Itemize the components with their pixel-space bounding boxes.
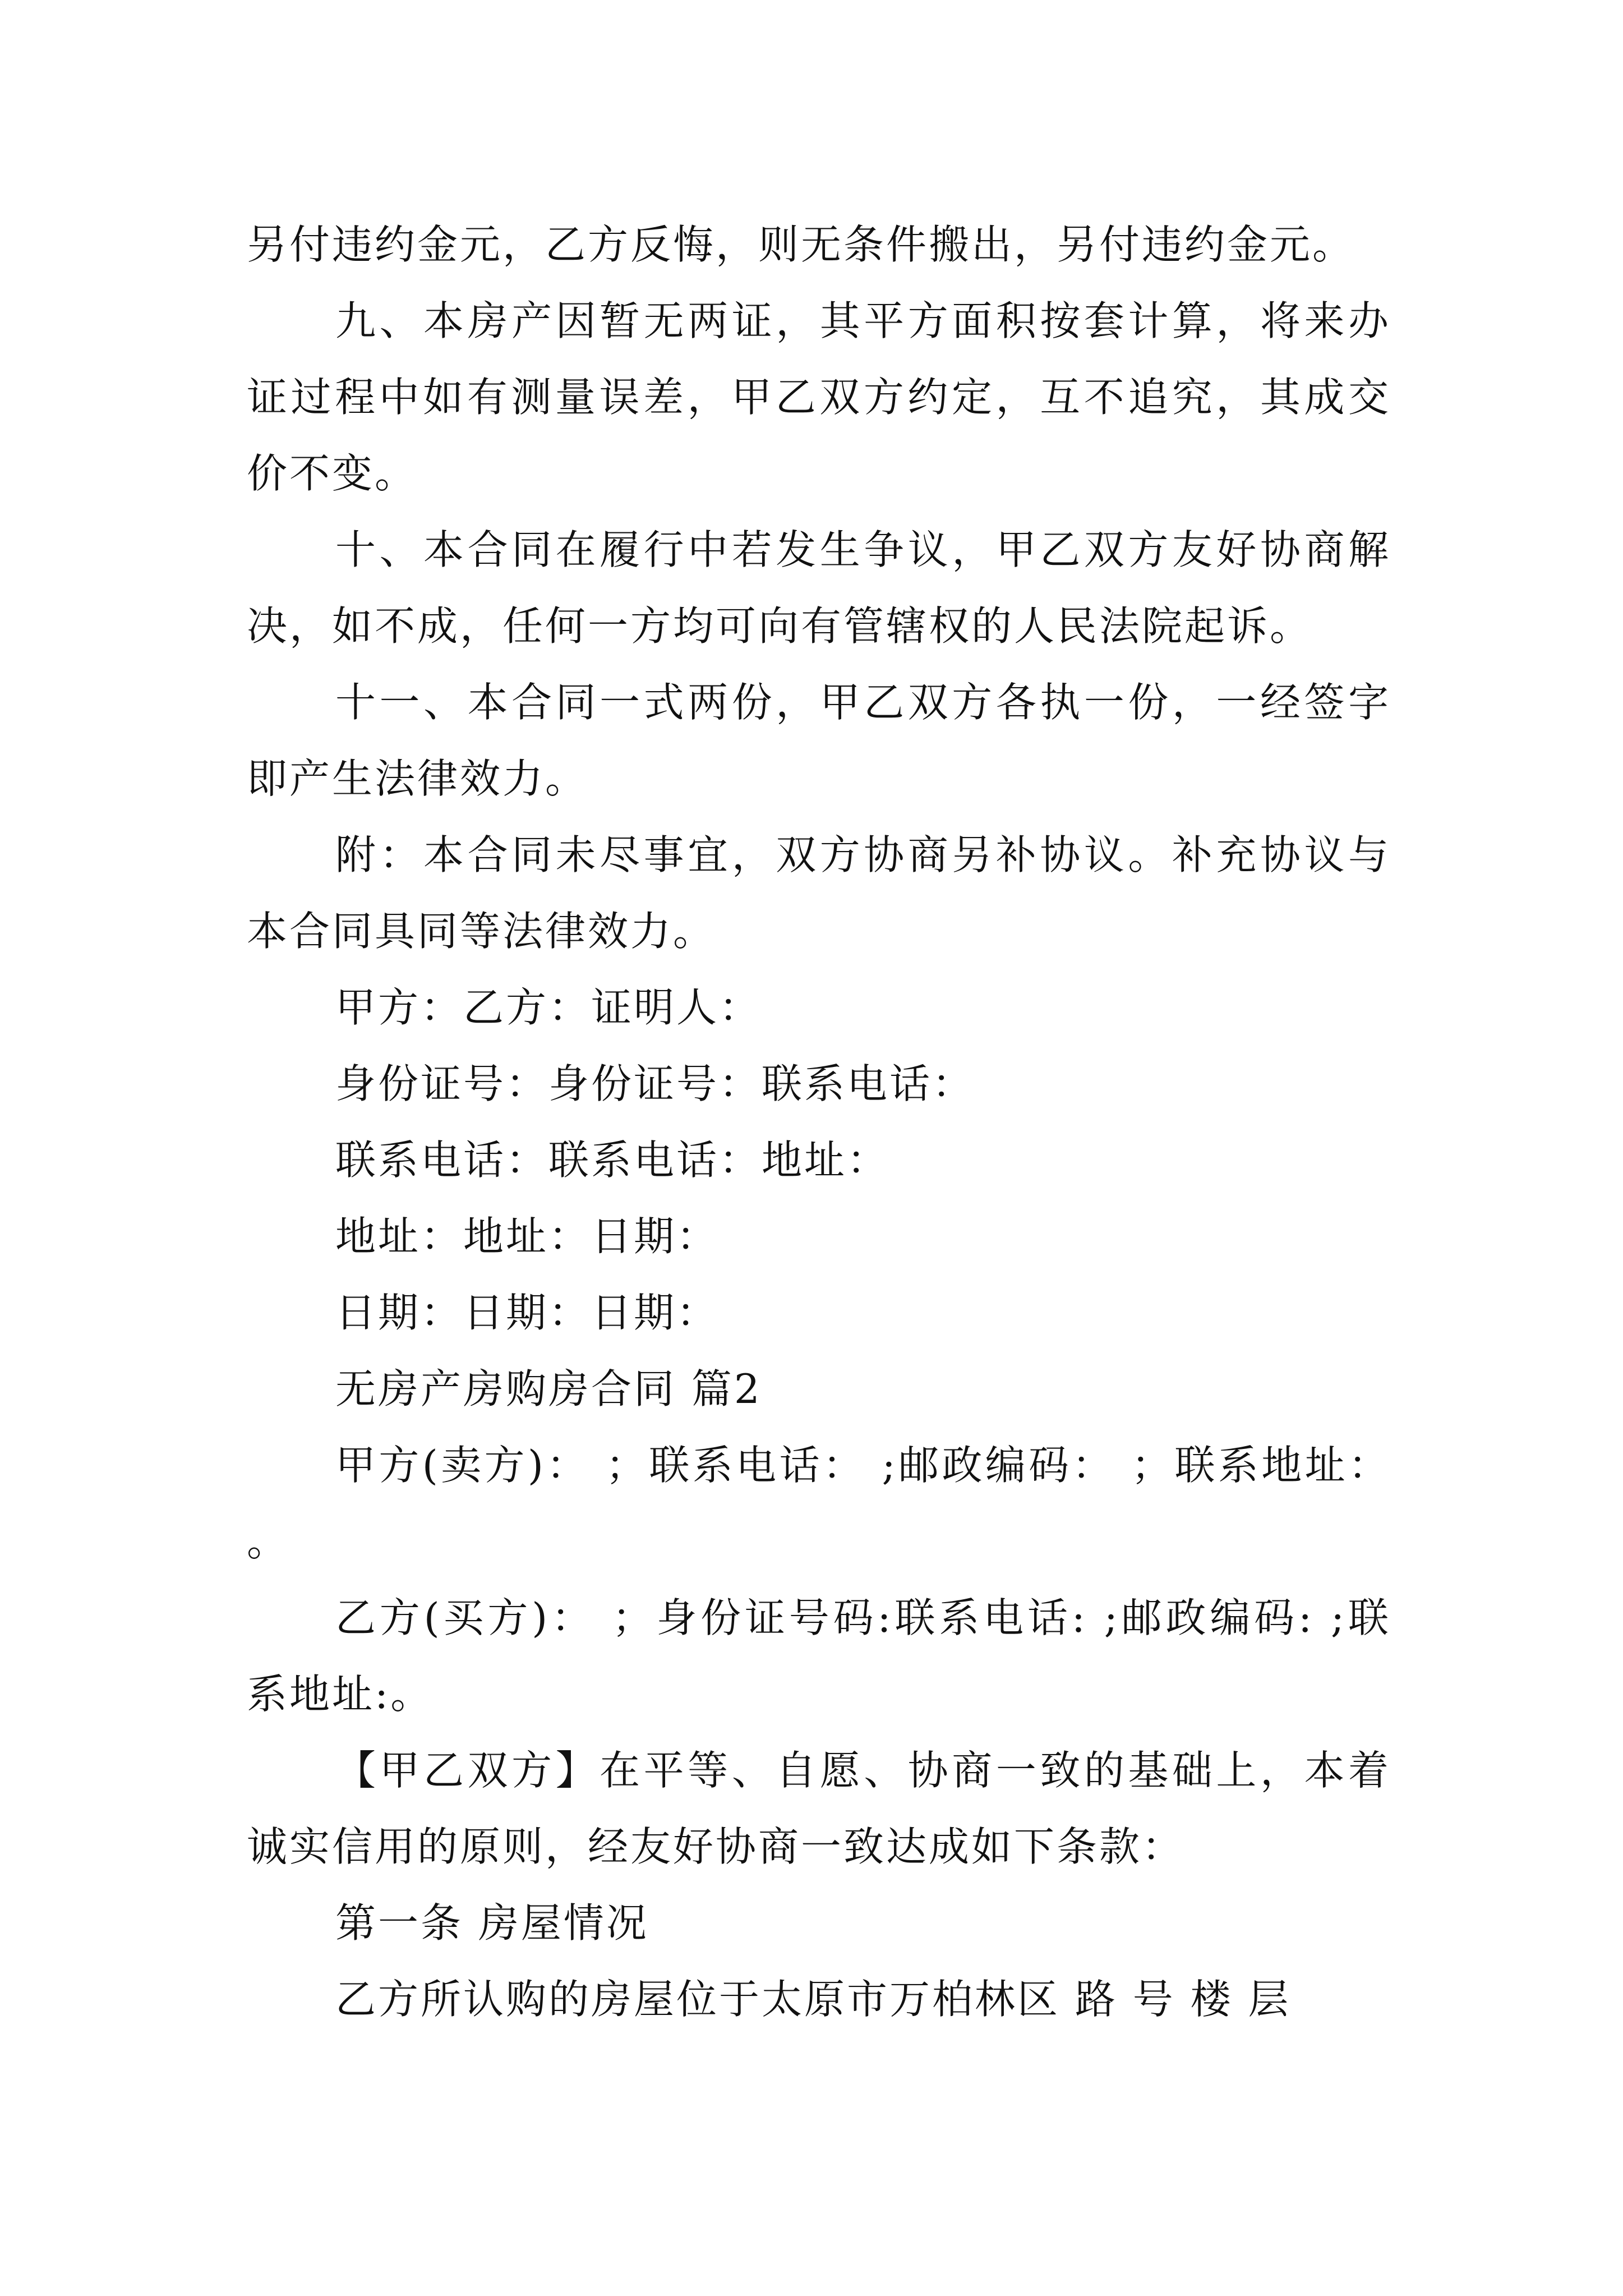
signature-id-line: 身份证号：身份证号：联系电话： (335, 1060, 975, 1107)
section-heading-part-2: 无房产房购房合同 篇2 (335, 1365, 762, 1412)
party-b-buyer-info: 乙方(买方)： ；身份证号码:联系电话: ;邮政编码: ;联系地址:。 (247, 1594, 1391, 1718)
signature-parties-line: 甲方：乙方：证明人： (335, 984, 762, 1031)
document-body (247, 206, 1391, 2037)
paragraph-clause-9: 九、本房产因暂无两证，其平方面积按套计算，将来办证过程中如有测量误差，甲乙双方约定，互不追究，其成交价不变。 (247, 297, 1391, 497)
paragraph-clause-11: 十一、本合同一式两份，甲乙双方各执一份，一经签字即产生法律效力。 (247, 679, 1391, 802)
signature-address-line: 地址：地址：日期： (335, 1213, 720, 1260)
paragraph-clause-10: 十、本合同在履行中若发生争议，甲乙双方友好协商解决，如不成，任何一方均可向有管辖权的人民法院起诉。 (247, 526, 1391, 650)
paragraph-preamble: 【甲乙双方】在平等、自愿、协商一致的基础上，本着诚实信用的原则，经友好协商一致达成如下条款： (247, 1747, 1391, 1870)
paragraph-penalty-continuation: 另付违约金元，乙方反悔，则无条件搬出，另付违约金元。 (247, 221, 1355, 268)
article-1-location: 乙方所认购的房屋位于太原市万柏林区 路 号 楼 层 (335, 1976, 1291, 2023)
paragraph-appendix: 附：本合同未尽事宜，双方协商另补协议。补充协议与本合同具同等法律效力。 (247, 831, 1391, 955)
signature-phone-line: 联系电话：联系电话：地址： (335, 1137, 890, 1184)
signature-date-line: 日期：日期：日期： (335, 1289, 720, 1336)
party-a-seller-info: 甲方(卖方)： ；联系电话： ;邮政编码： ；联系地址： 。 (247, 1442, 1391, 1565)
article-1-heading: 第一条 房屋情况 (335, 1899, 649, 1947)
